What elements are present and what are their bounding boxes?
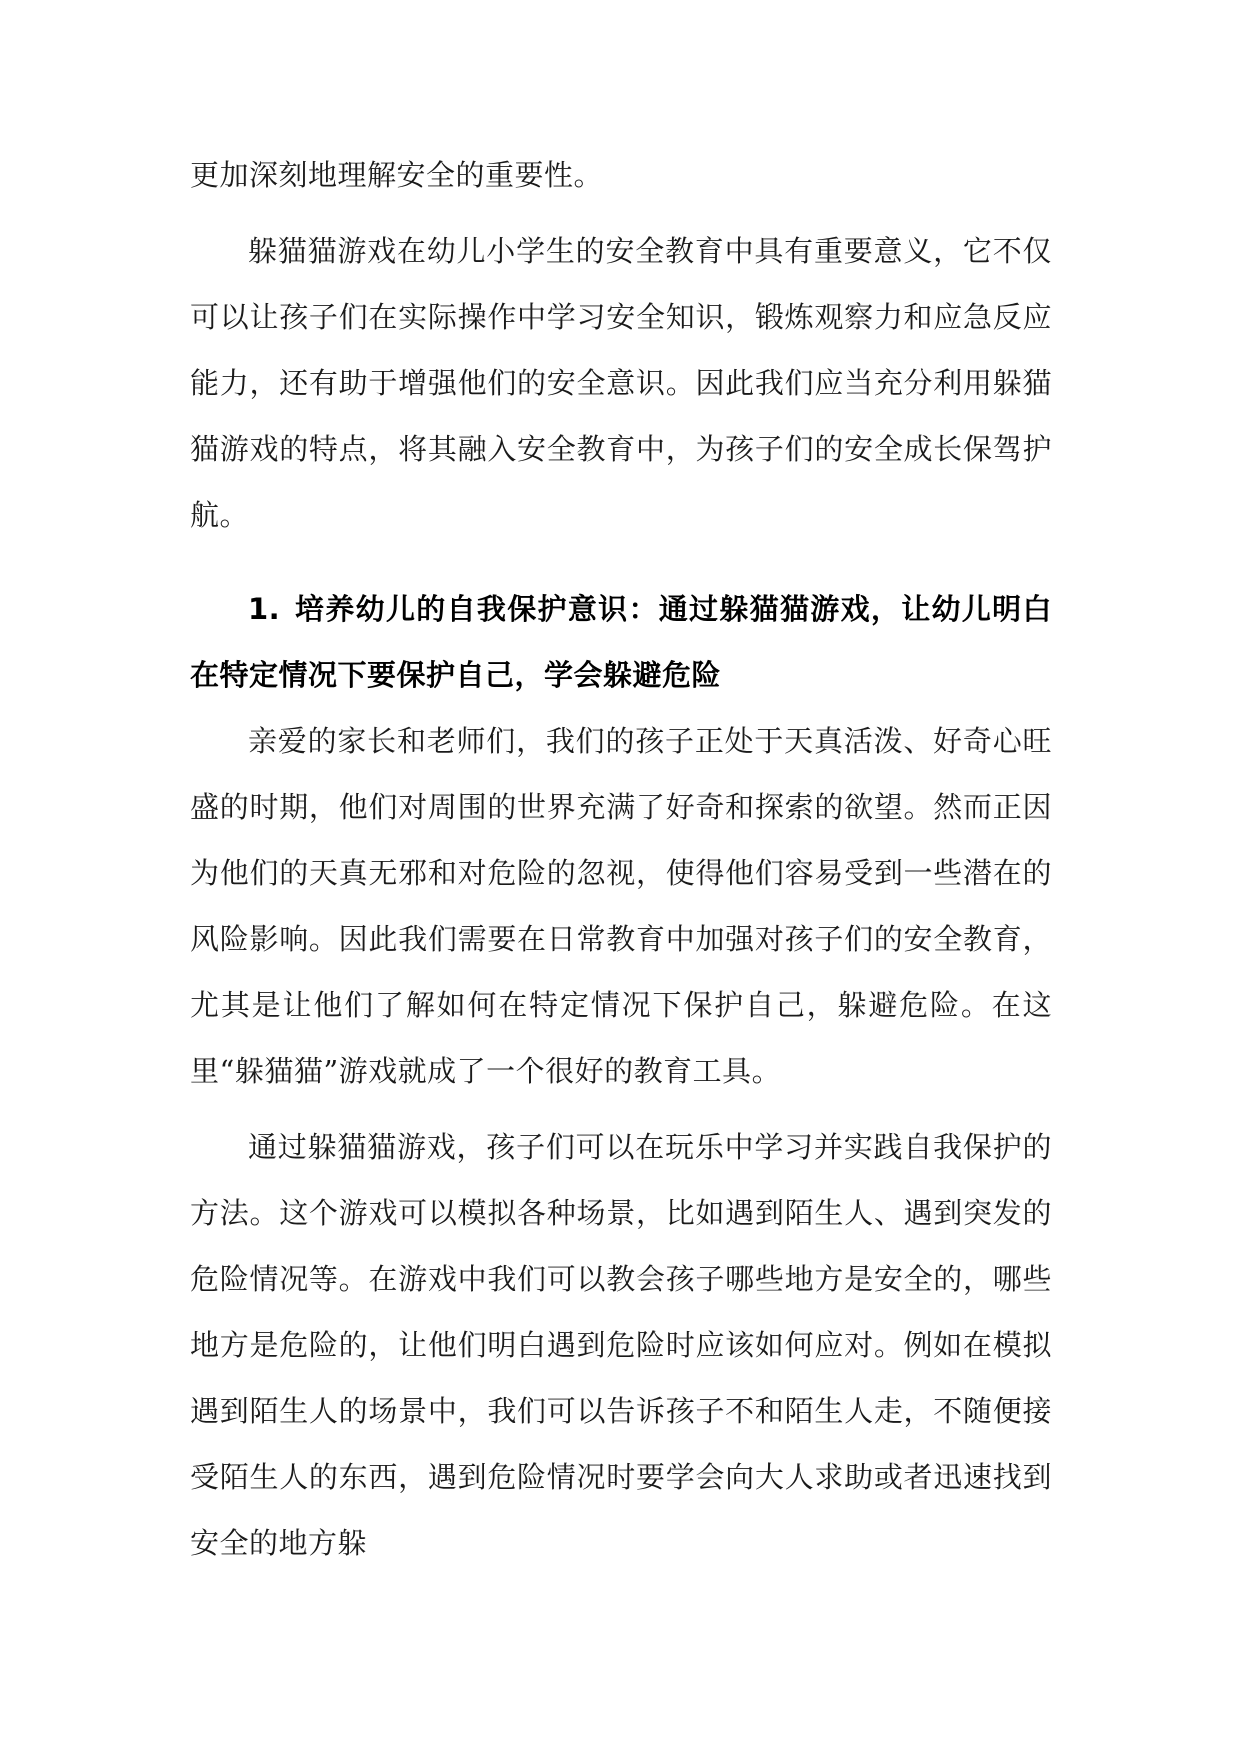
paragraph-game-significance: 躲猫猫游戏在幼儿小学生的安全教育中具有重要意义，它不仅可以让孩子们在实际操作中学习安全知识，锻炼观察力和应急反应能力，还有助于增强他们的安全意识。因此我们应当充分利用躲猫猫游戏的特点，将其融入安全教育中，为孩子们的安全成长保驾护航。 xyxy=(190,234,1052,532)
paragraph-dear-parents: 亲爱的家长和老师们，我们的孩子正处于天真活泼、好奇心旺盛的时期，他们对周围的世界充满了好奇和探索的欲望。然而正因为他们的天真无邪和对危险的忽视，使得他们容易受到一些潜在的风险影响。因此我们需要在日常教育中加强对孩子们的安全教育，尤其是让他们了解如何在特定情况下保护自己，躲避危险。在这里“躲猫猫”游戏就成了一个很好的教育工具。 xyxy=(190,724,1052,1088)
section-heading-number: 1. xyxy=(248,592,281,626)
section-heading-text: 培养幼儿的自我保护意识：通过躲猫猫游戏，让幼儿明白在特定情况下要保护自己，学会躲避危险 xyxy=(190,592,1052,692)
section-heading xyxy=(190,576,1052,708)
paragraph-continuation: 更加深刻地理解安全的重要性。 xyxy=(190,158,604,192)
paragraph-through-game: 通过躲猫猫游戏，孩子们可以在玩乐中学习并实践自我保护的方法。这个游戏可以模拟各种场景，比如遇到陌生人、遇到突发的危险情况等。在游戏中我们可以教会孩子哪些地方是安全的，哪些地方是危险的，让他们明白遇到危险时应该如何应对。例如在模拟遇到陌生人的场景中，我们可以告诉孩子不和陌生人走，不随便接受陌生人的东西，遇到危险情况时要学会向大人求助或者迅速找到安全的地方躲 xyxy=(190,1130,1052,1560)
page-content xyxy=(190,142,1052,1576)
